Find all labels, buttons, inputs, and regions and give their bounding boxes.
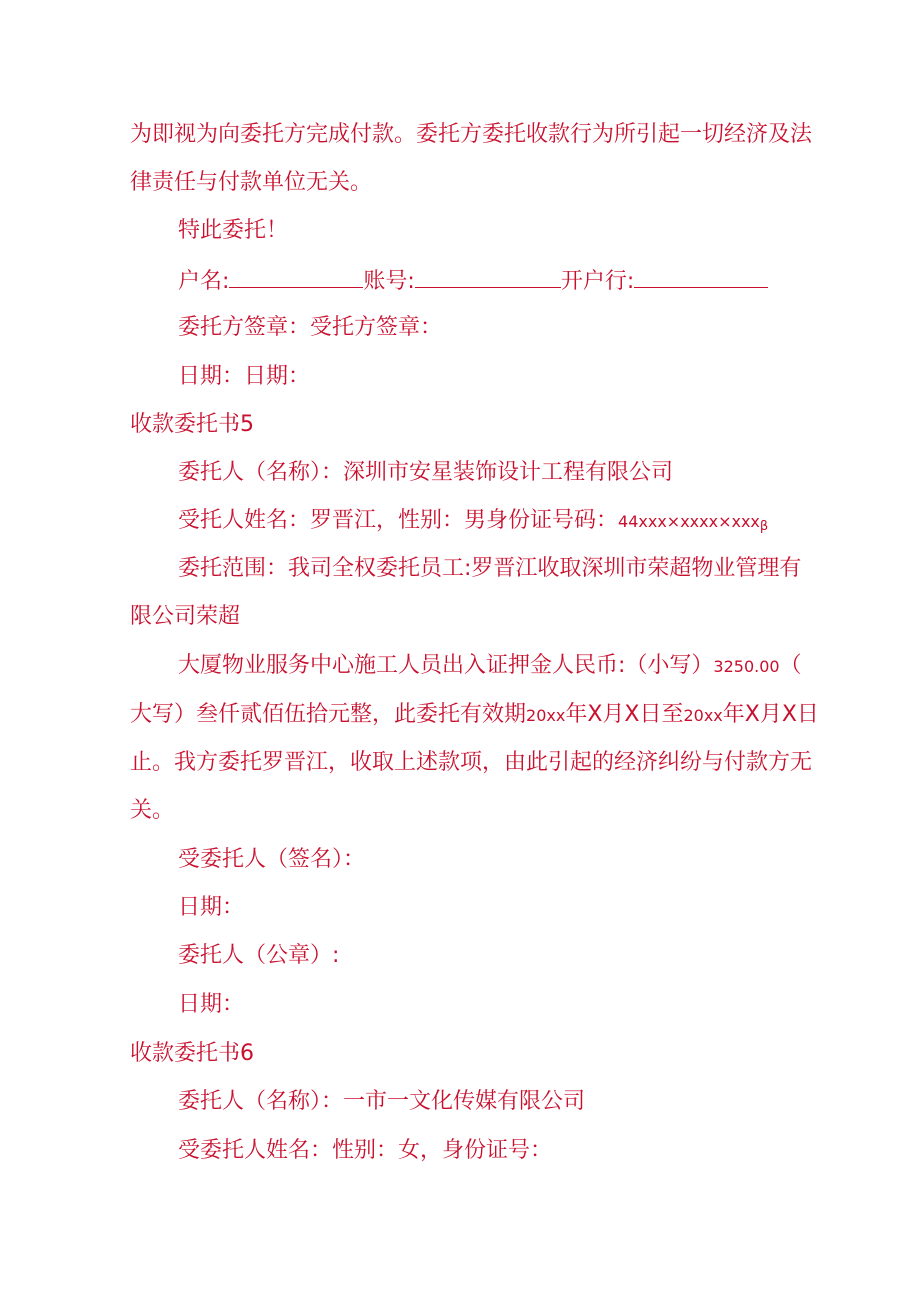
account-number-blank — [415, 265, 561, 288]
paragraph-line: 律责任与付款单位无关。 — [130, 170, 373, 195]
date-line: 日期：日期： — [178, 364, 311, 389]
principal-line: 委托人（名称）：一市一文化传媒有限公司 — [178, 1089, 586, 1114]
body-line — [178, 651, 802, 682]
bank-blank — [634, 265, 768, 288]
agent-sign-line: 受委托人（签名）： — [178, 847, 366, 872]
year-placeholder: 20xx — [683, 706, 723, 725]
paragraph-line: 为即视为向委托方完成付款。委托方委托收款行为所引起一切经济及法 — [130, 122, 813, 147]
body-text: 年X月X日至 — [565, 702, 684, 727]
agent-line: 受委托人姓名：性别：女，身份证号： — [178, 1138, 553, 1163]
body-line: 止。我方委托罗晋江，收取上述款项，由此引起的经济纠纷与付款方无 — [130, 750, 813, 775]
amount-number: 3250.00 — [713, 657, 780, 676]
account-number-label: 账号: — [363, 269, 415, 294]
bank-label: 开户行: — [560, 269, 635, 294]
body-text: 大厦物业服务中心施工人员出入证押金人民币:（小写） — [178, 653, 714, 678]
section-title: 收款委托书5 — [130, 412, 254, 437]
scope-line: 委托范围：我司全权委托员工:罗晋江收取深圳市荣超物业管理有 — [178, 556, 802, 581]
body-text: 年X月X日 — [722, 702, 819, 727]
scope-line-cont: 限公司荣超 — [130, 604, 241, 629]
section-title: 收款委托书6 — [130, 1041, 254, 1066]
special-entrust-line: 特此委托！ — [178, 218, 289, 243]
principal-seal-line: 委托人（公章）: — [178, 943, 340, 968]
account-name-label: 户名: — [178, 269, 230, 294]
agent-line — [178, 506, 768, 542]
agent-prefix: 受托人姓名：罗晋江，性别：男身份证号码： — [178, 508, 619, 533]
agent-date-line: 日期： — [178, 895, 245, 920]
account-name-blank — [229, 265, 363, 288]
agent-id: 44xxx×xxxx×xxx — [618, 512, 760, 531]
sign-line: 委托方签章：受托方签章： — [178, 315, 443, 340]
agent-id-suffix: β — [759, 519, 769, 534]
account-info-line — [178, 265, 768, 297]
body-line — [130, 700, 819, 731]
body-line: 关。 — [130, 798, 175, 823]
body-text: 大写）叁仟贰佰伍拾元整，此委托有效期 — [130, 702, 527, 727]
year-placeholder: 20xx — [526, 706, 566, 725]
principal-date-line: 日期： — [178, 992, 245, 1017]
principal-line: 委托人（名称）：深圳市安星装饰设计工程有限公司 — [178, 460, 674, 485]
body-text: （ — [779, 653, 802, 678]
